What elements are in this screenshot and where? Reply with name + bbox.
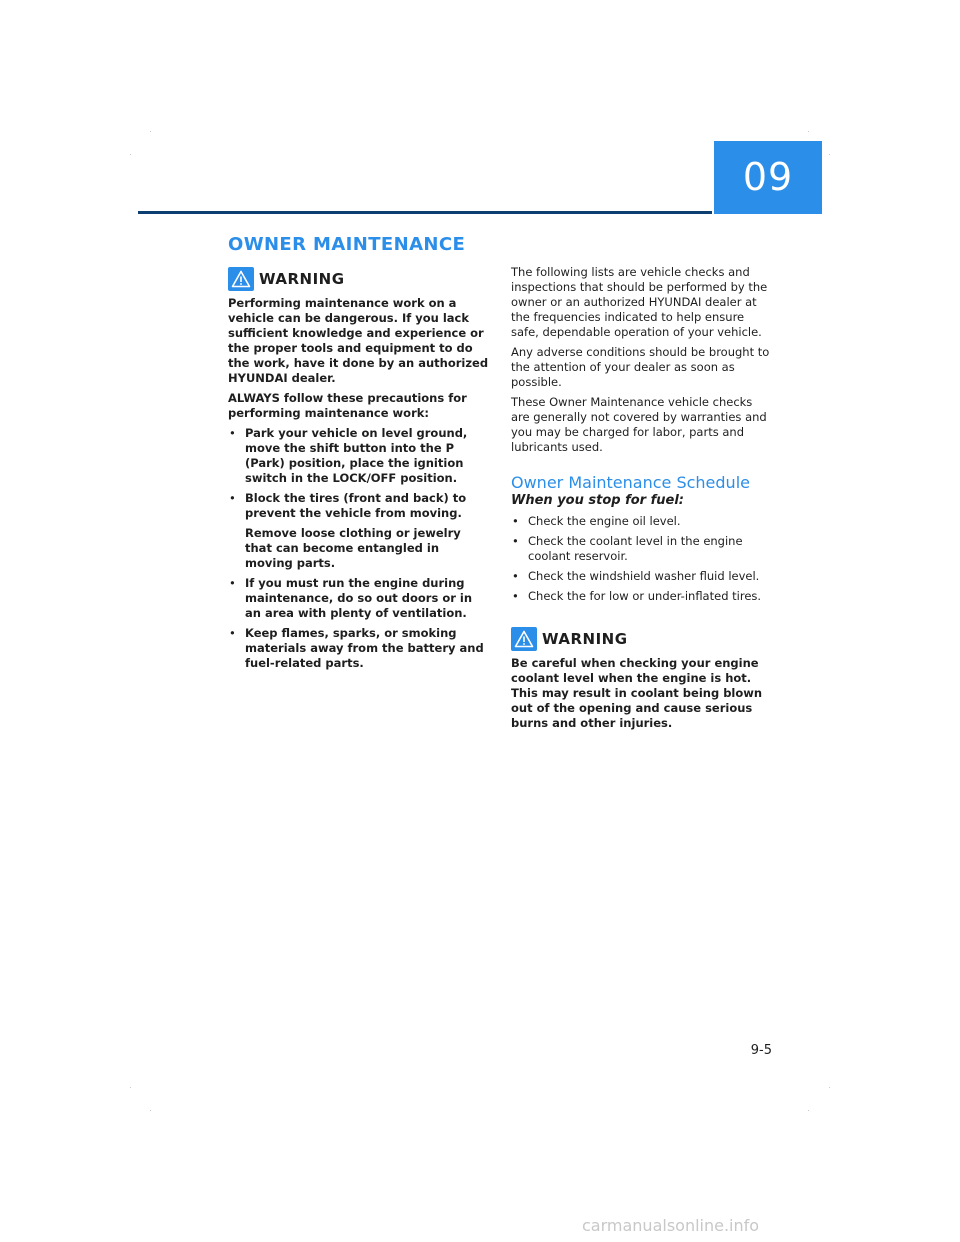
right-column — [511, 265, 773, 736]
crop-mark — [808, 131, 809, 132]
crop-mark — [829, 154, 830, 155]
chapter-number: 09 — [714, 141, 822, 214]
warning-label: WARNING — [259, 270, 345, 288]
header-rule — [138, 211, 712, 214]
warning-always: ALWAYS follow these precautions for performing maintenance work: — [228, 391, 467, 420]
list-item — [228, 576, 490, 621]
list-item-text: • Check the coolant level in the engine coolant reservoir. — [528, 534, 743, 563]
list-item-text: • Keep flames, sparks, or smoking materials away from the battery and fuel-related parts. — [245, 626, 484, 670]
crop-mark — [808, 1110, 809, 1111]
crop-mark — [150, 131, 151, 132]
warning-label: WARNING — [542, 630, 628, 648]
adverse-paragraph: Any adverse conditions should be brought to the attention of your dealer as soon as possible. — [511, 345, 770, 389]
left-column — [228, 266, 490, 676]
list-item-text: • Park your vehicle on level ground, move the shift button into the P (Park) position, place the ignition switch in the LOCK/OFF position. — [245, 426, 468, 485]
list-item-text: • Block the tires (front and back) to prevent the vehicle from moving. — [245, 491, 467, 520]
list-item-text: • Check the for low or under-inflated tires. — [528, 589, 762, 603]
list-item — [511, 589, 773, 604]
crop-mark — [829, 1087, 830, 1088]
warning-triangle-icon — [228, 267, 254, 291]
list-item-subtext: Remove loose clothing or jewelry that can become entangled in moving parts. — [245, 526, 461, 570]
list-item — [228, 426, 490, 486]
list-item — [228, 491, 490, 571]
intro-paragraph: The following lists are vehicle checks and inspections that should be performed by the owner or an authorized HYUNDAI dealer at the frequencies indicated to help ensure safe, dependable operation of your vehicle. — [511, 265, 768, 339]
precautions-list — [228, 426, 490, 671]
page-number: 9-5 — [750, 1043, 772, 1058]
schedule-title: Owner Maintenance Schedule — [511, 473, 750, 492]
crop-mark — [130, 154, 131, 155]
list-item — [511, 534, 773, 564]
watermark: carmanualsonline.info — [582, 1216, 760, 1235]
warning-header — [511, 626, 773, 652]
section-title: OWNER MAINTENANCE — [228, 234, 466, 255]
list-item — [228, 626, 490, 671]
schedule-subtitle: When you stop for fuel: — [511, 493, 684, 508]
list-item — [511, 514, 773, 529]
warning-header — [228, 266, 490, 292]
list-item-text: • Check the engine oil level. — [528, 514, 681, 528]
warranty-paragraph: These Owner Maintenance vehicle checks are generally not covered by warranties and you may be charged for labor, parts and lubricants used. — [511, 395, 767, 454]
list-item-text: • Check the windshield washer fluid level. — [528, 569, 760, 583]
crop-mark — [150, 1110, 151, 1111]
warning-triangle-icon — [511, 627, 537, 651]
list-item — [511, 569, 773, 584]
crop-mark — [130, 1087, 131, 1088]
list-item-text: • If you must run the engine during maintenance, do so out doors or in an area with plenty of ventilation. — [245, 576, 473, 620]
fuel-check-list — [511, 514, 773, 604]
warning-intro: Performing maintenance work on a vehicle can be dangerous. If you lack sufficient knowledge and experience or the proper tools and equipment to do the work, have it done by an authorized HYUNDAI dealer. — [228, 296, 489, 385]
coolant-warning-text: Be careful when checking your engine coolant level when the engine is hot. This may result in coolant being blown out of the opening and cause serious burns and other injuries. — [511, 656, 763, 730]
